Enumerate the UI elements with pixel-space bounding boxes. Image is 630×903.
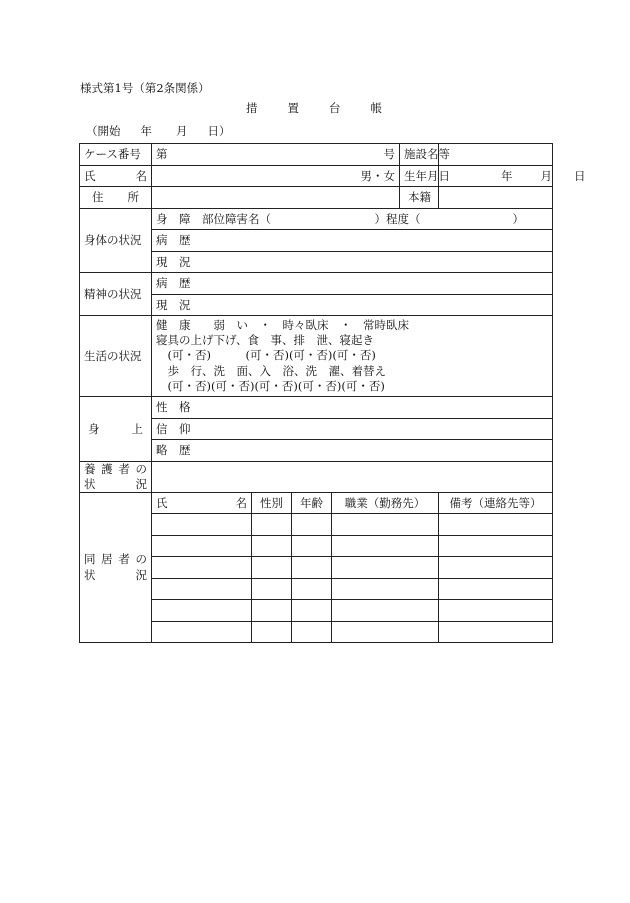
title-char: 措: [246, 101, 258, 115]
start-month: 月: [176, 124, 188, 138]
guardian-label: 養 護 者 の 状 況: [80, 461, 152, 492]
case-number-cell[interactable]: [152, 144, 400, 166]
background-career[interactable]: 略 歴: [152, 440, 553, 462]
title-char: 帳: [370, 101, 382, 115]
address-label: 住 所: [80, 187, 152, 209]
dob-day: 日: [574, 168, 586, 183]
cohabitant-age[interactable]: [292, 514, 332, 536]
honseki-value[interactable]: [439, 187, 553, 209]
col-header-remarks: 備考（連絡先等）: [439, 492, 553, 514]
dob-year: 年: [501, 168, 513, 183]
life-details[interactable]: [152, 316, 553, 397]
start-day: 日）: [207, 124, 231, 138]
cohabitant-age[interactable]: [292, 578, 332, 600]
honseki-label: 本 籍: [400, 187, 439, 209]
life-label: 生活の状況: [80, 316, 152, 397]
cohabitant-occupation[interactable]: [332, 535, 439, 557]
cohabitant-remarks[interactable]: [439, 600, 553, 622]
form-number: 様式第1号（第2条関係）: [80, 81, 210, 95]
col-header-occupation: 職業（勤務先）: [332, 492, 439, 514]
guardian-row: [80, 461, 553, 492]
background-personality[interactable]: 性 格: [152, 397, 553, 419]
cohabitant-age[interactable]: [292, 621, 332, 643]
col-header-sex: 性別: [252, 492, 292, 514]
cohabitant-name[interactable]: [152, 514, 252, 536]
title-char: 置: [287, 101, 299, 115]
cohabitant-age[interactable]: [292, 557, 332, 579]
facility-label: 施設名等: [400, 144, 439, 166]
col-header-age: 年齢: [292, 492, 332, 514]
physical-row-1: [80, 208, 553, 230]
dob-month: 月: [540, 168, 552, 183]
life-line: (可・否) (可・否)(可・否)(可・否): [156, 348, 376, 363]
physical-current[interactable]: 現 況: [152, 251, 553, 273]
cohabitant-age[interactable]: [292, 535, 332, 557]
cohabitant-sex[interactable]: [252, 514, 292, 536]
case-number-label: ケース番号: [80, 144, 152, 166]
mental-label: 精神の状況: [80, 273, 152, 316]
background-faith[interactable]: 信 仰: [152, 418, 553, 440]
case-go: 号: [383, 147, 395, 162]
address-value[interactable]: [152, 187, 400, 209]
cohabitant-remarks[interactable]: [439, 535, 553, 557]
life-line: 健 康 弱 い ・ 時々臥床 ・ 常時臥床: [156, 318, 409, 332]
case-row: [80, 144, 553, 166]
cohabitant-sex[interactable]: [252, 578, 292, 600]
dob-label: 生年月日: [400, 165, 439, 187]
cohabitant-sex[interactable]: [252, 557, 292, 579]
physical-disability[interactable]: 身 障 部位障害名（ ）程度（ ）: [152, 208, 553, 230]
background-label: 身 上: [80, 397, 152, 462]
cohabitant-occupation[interactable]: [332, 621, 439, 643]
cohabitant-occupation[interactable]: [332, 514, 439, 536]
cohabitant-occupation[interactable]: [332, 578, 439, 600]
cohabitant-remarks[interactable]: [439, 578, 553, 600]
name-label: 氏 名: [80, 165, 152, 187]
cohabitant-occupation[interactable]: [332, 600, 439, 622]
mental-history[interactable]: 病 歴: [152, 273, 553, 295]
start-year: 年: [140, 124, 152, 138]
address-row: [80, 187, 553, 209]
record-table: [79, 143, 586, 643]
cohabitant-name[interactable]: [152, 621, 252, 643]
document-title: [246, 100, 382, 116]
facility-value[interactable]: [439, 144, 553, 166]
cohabitant-remarks[interactable]: [439, 621, 553, 643]
life-row: [80, 316, 553, 397]
cohabitant-name[interactable]: [152, 535, 252, 557]
life-line: (可・否)(可・否)(可・否)(可・否)(可・否): [156, 378, 385, 393]
cohabitant-remarks[interactable]: [439, 514, 553, 536]
cohabitant-remarks[interactable]: [439, 557, 553, 579]
cohabitant-name[interactable]: [152, 578, 252, 600]
cohabitant-sex[interactable]: [252, 535, 292, 557]
cohabitant-sex[interactable]: [252, 600, 292, 622]
cohabitant-age[interactable]: [292, 600, 332, 622]
background-row-1: [80, 397, 553, 419]
cohabitant-name[interactable]: [152, 557, 252, 579]
start-date-line: [86, 123, 231, 139]
name-row: [80, 165, 553, 187]
physical-history[interactable]: 病 歴: [152, 230, 553, 252]
cohabitant-header-row: [80, 492, 553, 514]
life-line: 寝具の上げ下げ、食 事、排 泄、寝起き: [156, 333, 375, 348]
cohabitant-sex[interactable]: [252, 621, 292, 643]
case-dai: 第: [156, 147, 168, 162]
mental-row-1: [80, 273, 553, 295]
mental-current[interactable]: 現 況: [152, 294, 553, 316]
title-char: 台: [329, 101, 341, 115]
dob-value[interactable]: [439, 165, 586, 187]
cohabitant-occupation[interactable]: [332, 557, 439, 579]
physical-label: 身体の状況: [80, 208, 152, 273]
col-header-name: 氏 名: [152, 492, 252, 514]
cohabitant-name[interactable]: [152, 600, 252, 622]
cohabitant-label: 同 居 者 の 状 況: [80, 492, 152, 643]
name-sex-cell[interactable]: [152, 165, 400, 187]
start-prefix: （開始: [86, 124, 121, 138]
sex-options[interactable]: 男・女: [360, 168, 395, 183]
guardian-value[interactable]: [152, 461, 553, 492]
life-line: 歩 行、洗 面、入 浴、洗 濯、着替え: [156, 363, 386, 378]
